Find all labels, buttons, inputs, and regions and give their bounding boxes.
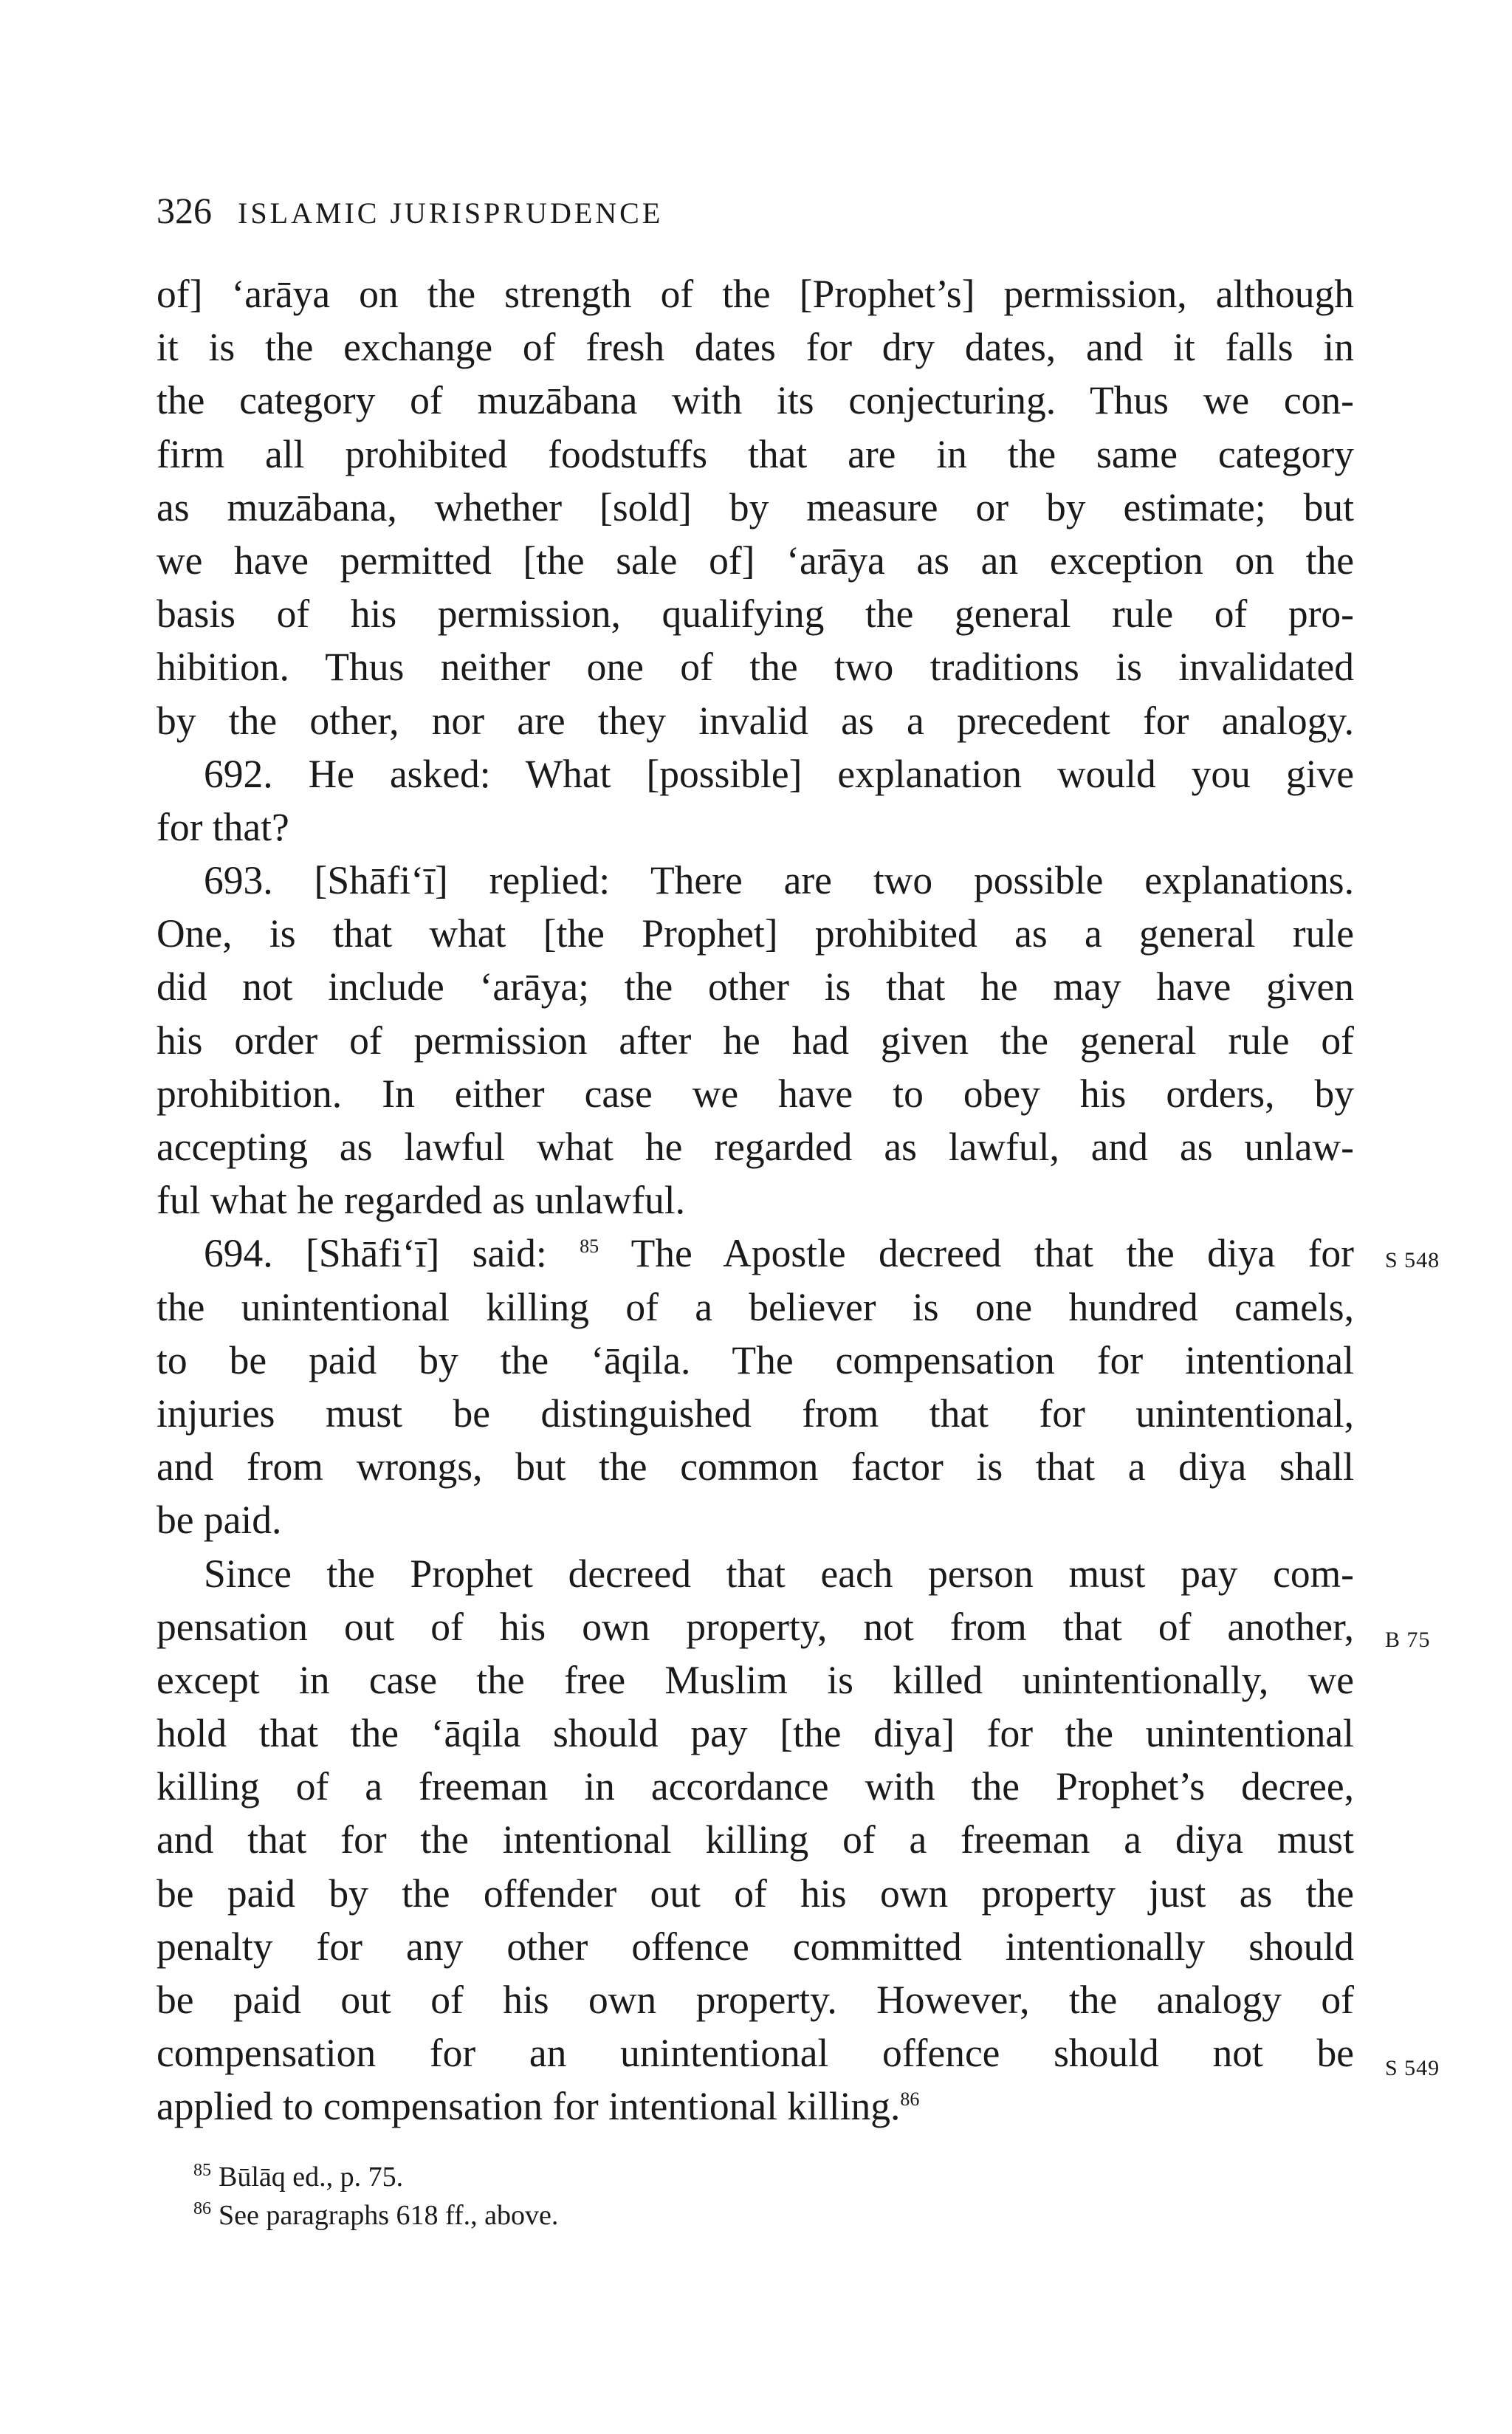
footnote-text: See paragraphs 618 ff., above. [219,2200,559,2231]
body-text [157,267,1354,2133]
text-line: it is the exchange of fresh dates for dry dates, and it falls in [157,325,1354,370]
text-line: pensation out of his own property, not from that of another, [157,1604,1354,1649]
text-line: his order of permission after he had given the general rule of [157,1018,1354,1063]
margin-note-s548: S 548 [1385,1248,1440,1272]
text-line: compensation for an unintentional offence should not be [157,2031,1354,2076]
text-line: did not include ‘arāya; the other is that he may have given [157,964,1354,1009]
paragraph-693-line: 693. [Shāfi‘ī] replied: There are two possible explanations. [204,858,1354,903]
text-line: and that for the intentional killing of a freeman a diya must [157,1817,1354,1862]
text-line: penalty for any other offence committed intentionally should [157,1924,1354,1969]
text-line: except in case the free Muslim is killed unintentionally, we [157,1657,1354,1702]
page-number: 326 [157,190,212,231]
paragraph-692-line: 692. He asked: What [possible] explanation would you give [204,751,1354,796]
text-line: killing of a freeman in accordance with the Prophet’s decree, [157,1764,1354,1809]
text-line: injuries must be distinguished from that for unintentional, [157,1391,1354,1436]
text-line: basis of his permission, qualifying the general rule of pro- [157,592,1354,637]
footnote-ref-85: 85 [580,1235,599,1258]
text-line: the unintentional killing of a believer is one hundred camels, [157,1284,1354,1329]
text-line: by the other, nor are they invalid as a precedent for analogy. [157,698,1354,743]
paragraph-694-lead: 694. [Shāfi‘ī] said: [204,1231,547,1276]
closing-text: applied to compensation for intentional killing. [157,2084,901,2129]
text-line: be paid by the offender out of his own property just as the [157,1871,1354,1916]
text-line: and from wrongs, but the common factor is that a diya shall [157,1444,1354,1489]
text-line: be paid out of his own property. However, the analogy of [157,1978,1354,2022]
text-line: to be paid by the ‘āqila. The compensation for intentional [157,1337,1354,1382]
text-line: we have permitted [the sale of] ‘arāya as an exception on the [157,538,1354,583]
footnote-text: Būlāq ed., p. 75. [219,2162,404,2193]
footnote-mark: 86 [193,2199,211,2219]
text-line: of] ‘arāya on the strength of the [Prophet’s] permission, although [157,272,1354,316]
text-line [157,2080,1354,2133]
text-line: firm all prohibited foodstuffs that are in the same category [157,431,1354,476]
footnote-85 [193,2158,558,2196]
text-line: hibition. Thus neither one of the two traditions is invalidated [157,645,1354,690]
running-title: ISLAMIC JURISPRUDENCE [238,196,664,230]
text-line: as muzābana, whether [sold] by measure or by estimate; but [157,484,1354,529]
text-line: accepting as lawful what he regarded as lawful, and as unlaw- [157,1125,1354,1169]
margin-note-s549: S 549 [1385,2056,1440,2080]
footnote-86 [193,2196,558,2235]
paragraph-since-line: Since the Prophet decreed that each person must pay com- [204,1551,1354,1596]
footnote-ref-86: 86 [900,2088,920,2111]
text-line: One, is that what [the Prophet] prohibited as a general rule [157,911,1354,956]
margin-note-b75: B 75 [1385,1628,1431,1652]
text-line: hold that the ‘āqila should pay [the diya] for the unintentional [157,1711,1354,1756]
text-line: be paid. [157,1498,282,1543]
text-line: for that? [157,804,289,849]
running-head [157,188,1353,236]
text-line: ful what he regarded as unlawful. [157,1178,686,1223]
paragraph-694-rest: The Apostle decreed that the diya for [630,1231,1354,1276]
text-line: prohibition. In either case we have to obey his orders, by [157,1071,1354,1116]
text-line: the category of muzābana with its conjecturing. Thus we con- [157,378,1354,423]
footnote-mark: 85 [193,2161,211,2181]
footnotes [193,2158,558,2235]
paragraph-694-line [157,1227,1354,1280]
